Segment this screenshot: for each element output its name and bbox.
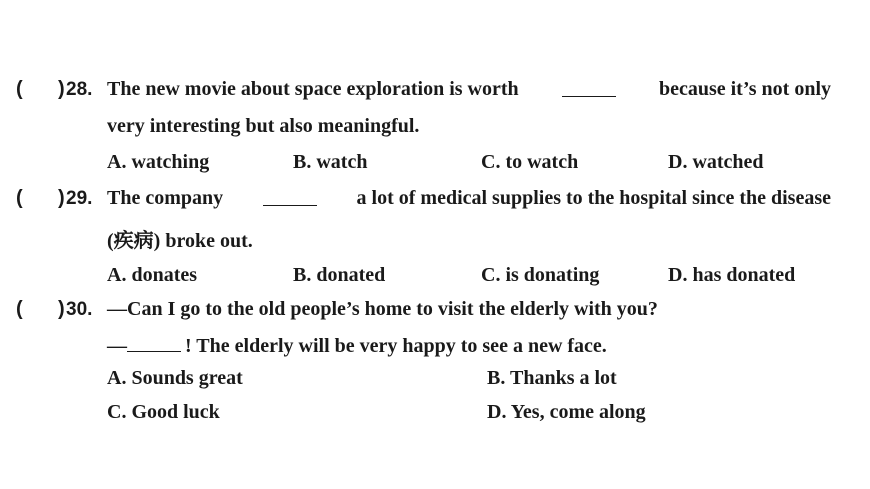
option-d: D. watched bbox=[668, 151, 764, 173]
answer-blank bbox=[562, 78, 616, 97]
question-number: 29. bbox=[66, 188, 93, 209]
question-stem-line bbox=[107, 187, 831, 210]
option-b: B. Thanks a lot bbox=[487, 367, 617, 389]
stem-text: The company bbox=[107, 187, 224, 209]
question-number: 30. bbox=[66, 299, 93, 320]
option-a: A. donates bbox=[107, 264, 198, 286]
answer-blank bbox=[127, 333, 181, 352]
answer-paren-close: ) bbox=[58, 187, 65, 209]
option-d: D. has donated bbox=[668, 264, 796, 286]
option-c: C. to watch bbox=[481, 151, 579, 173]
answer-paren-close: ) bbox=[58, 298, 65, 320]
stem-text: because it’s not only bbox=[658, 78, 831, 100]
stem-text: ! The elderly will be very happy to see a new face. bbox=[185, 335, 607, 357]
question-number: 28. bbox=[66, 79, 93, 100]
option-a: A. watching bbox=[107, 151, 210, 173]
question-stem-line: very interesting but also meaningful. bbox=[107, 115, 420, 137]
option-c: C. Good luck bbox=[107, 401, 220, 423]
option-c: C. is donating bbox=[481, 264, 600, 286]
answer-paren-open: ( bbox=[16, 298, 23, 320]
answer-paren-open: ( bbox=[16, 78, 23, 100]
stem-text: a lot of medical supplies to the hospital since the disease bbox=[356, 187, 831, 209]
question-stem-line: —Can I go to the old people’s home to visit the elderly with you? bbox=[107, 298, 658, 320]
option-a: A. Sounds great bbox=[107, 367, 243, 389]
answer-paren-open: ( bbox=[16, 187, 23, 209]
answer-blank bbox=[263, 187, 317, 206]
stem-text: The new movie about space exploration is worth bbox=[107, 78, 519, 100]
option-d: D. Yes, come along bbox=[487, 401, 646, 423]
question-stem-line: (疾病) broke out. bbox=[107, 230, 253, 252]
option-b: B. donated bbox=[293, 264, 386, 286]
question-stem-line bbox=[107, 78, 831, 101]
stem-text: — bbox=[107, 335, 127, 357]
option-b: B. watch bbox=[293, 151, 368, 173]
question-stem-line bbox=[107, 333, 607, 358]
answer-paren-close: ) bbox=[58, 78, 65, 100]
